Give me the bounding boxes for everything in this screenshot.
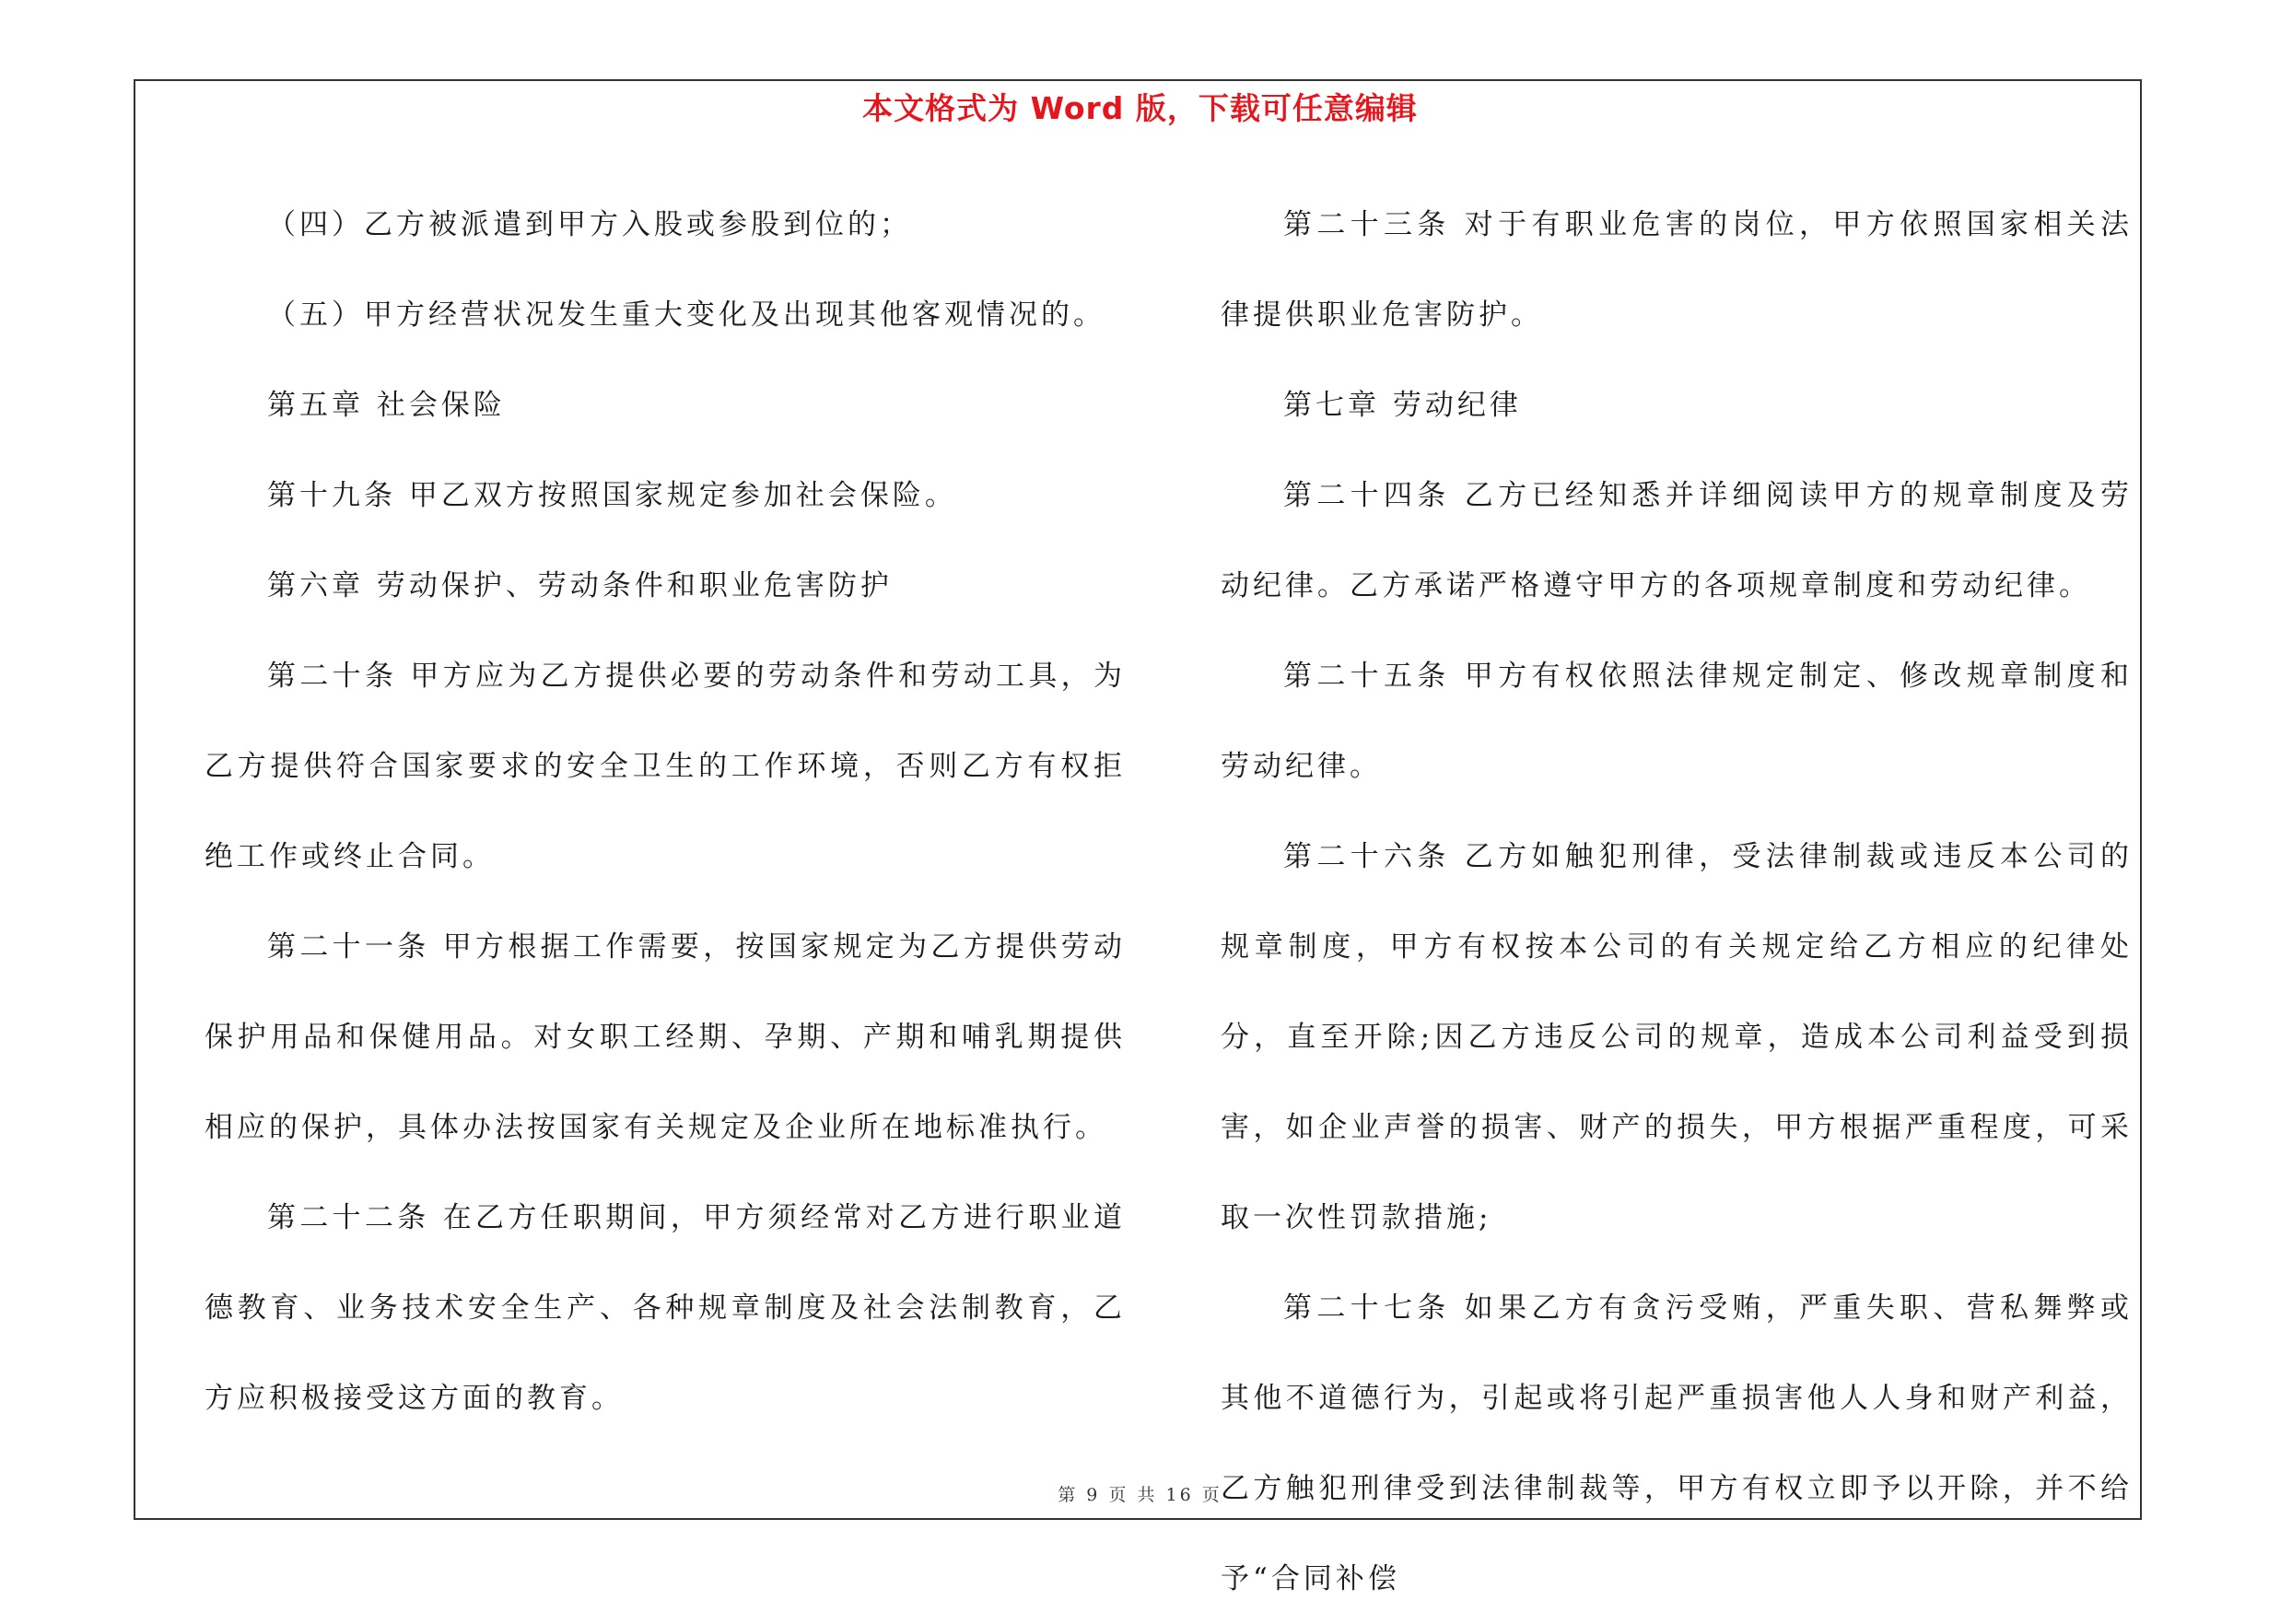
chapter-5-heading: 第五章 社会保险 <box>267 389 506 422</box>
paragraph-clause-5: （五）甲方经营状况发生重大变化及出现其他客观情况的。 <box>267 298 1105 332</box>
chapter-7-heading: 第七章 劳动纪律 <box>1283 389 1522 422</box>
paragraph-clause-4: （四）乙方被派遣到甲方入股或参股到位的； <box>267 208 912 241</box>
right-text-column <box>1221 180 2133 1624</box>
article-24: 第二十四条 乙方已经知悉并详细阅读甲方的规章制度及劳动纪律。乙方承诺严格遵守甲方的各项规章制度和劳动纪律。 <box>1221 479 2133 602</box>
chapter-6-heading: 第六章 劳动保护、劳动条件和职业危害防护 <box>267 569 893 602</box>
article-22: 第二十二条 在乙方任职期间，甲方须经常对乙方进行职业道德教育、业务技术安全生产、各种规章制度及社会法制教育，乙方应积极接受这方面的教育。 <box>205 1201 1126 1415</box>
article-20: 第二十条 甲方应为乙方提供必要的劳动条件和劳动工具，为乙方提供符合国家要求的安全卫生的工作环境，否则乙方有权拒绝工作或终止合同。 <box>205 660 1126 873</box>
article-23: 第二十三条 对于有职业危害的岗位，甲方依照国家相关法律提供职业危害防护。 <box>1221 208 2133 332</box>
article-25: 第二十五条 甲方有权依照法律规定制定、修改规章制度和劳动纪律。 <box>1221 660 2133 783</box>
article-21: 第二十一条 甲方根据工作需要，按国家规定为乙方提供劳动保护用品和保健用品。对女职工经期、孕期、产期和哺乳期提供相应的保护，具体办法按国家有关规定及企业所在地标准执行。 <box>205 930 1126 1144</box>
article-26: 第二十六条 乙方如触犯刑律，受法律制裁或违反本公司的规章制度，甲方有权按本公司的有关规定给乙方相应的纪律处分，直至开除;因乙方违反公司的规章，造成本公司利益受到损害，如企业声誉的损害、财产的损失，甲方根据严重程度，可采取一次性罚款措施; <box>1221 840 2133 1234</box>
article-19: 第十九条 甲乙双方按照国家规定参加社会保险。 <box>267 479 957 512</box>
word-format-banner: 本文格式为 Word 版，下载可任意编辑 <box>862 90 1418 126</box>
left-text-column <box>205 180 1126 1443</box>
page-number: 第 9 页 共 16 页 <box>1058 1485 1222 1505</box>
article-27: 第二十七条 如果乙方有贪污受贿，严重失职、营私舞弊或其他不道德行为，引起或将引起严重损害他人人身和财产利益，乙方触犯刑律受到法律制裁等，甲方有权立即予以开除，并不给予“合同补偿 <box>1221 1291 2133 1595</box>
